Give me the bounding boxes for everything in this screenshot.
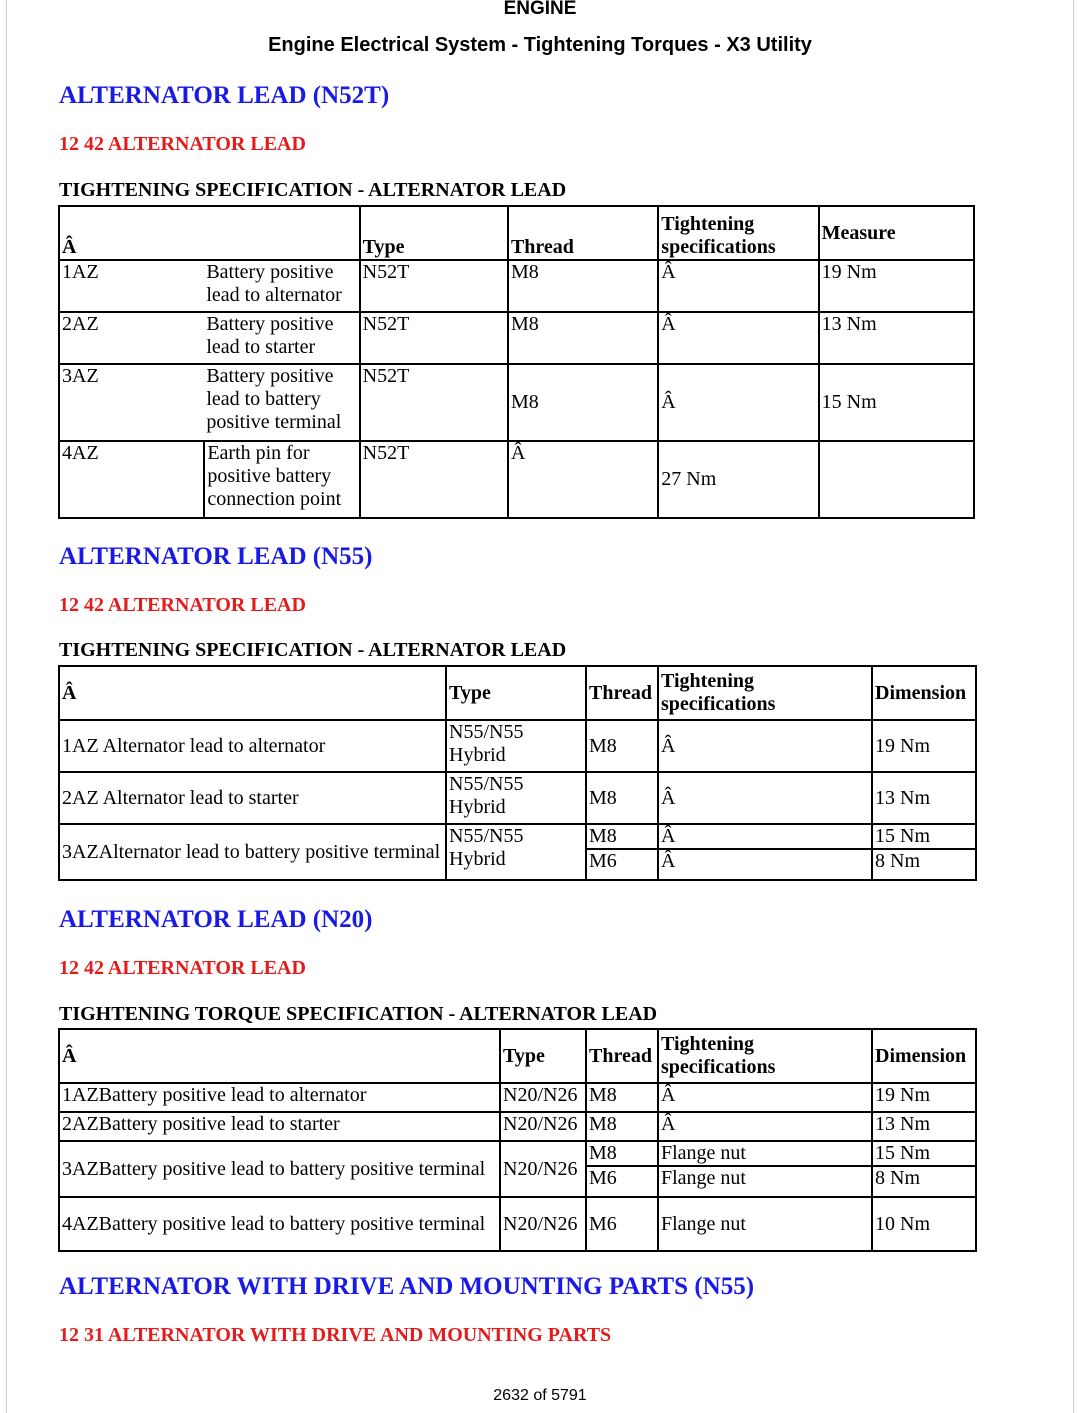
page-number: 2632 of 5791: [493, 1387, 587, 1404]
thread-value: M8: [589, 825, 617, 847]
table-row: [59, 1112, 976, 1141]
row-spec: Â: [658, 1083, 872, 1112]
table-row: [59, 1197, 976, 1251]
row-spec: Â: [658, 312, 818, 364]
row-type: N52T: [360, 260, 508, 312]
row-id-description: [59, 1083, 500, 1112]
table-row: [59, 772, 976, 824]
row-id: 4AZ: [59, 441, 204, 518]
row-id: 2AZ: [59, 312, 204, 364]
row-spec: Â: [658, 720, 872, 772]
row-id: 3AZ: [62, 1157, 99, 1180]
thread-value: M6: [587, 1165, 657, 1190]
row-type: N52T: [360, 441, 508, 518]
row-spec: Flange nut: [658, 1197, 872, 1251]
header-blank: Â: [59, 206, 204, 260]
row-type: N52T: [360, 364, 508, 441]
row-spec: Â: [658, 1112, 872, 1141]
row-id-description: [59, 824, 446, 880]
section-code-title: 12 31 ALTERNATOR WITH DRIVE AND MOUNTING PARTS: [59, 1324, 612, 1346]
row-value: 15 Nm: [819, 364, 974, 441]
spec-table-title: TIGHTENING SPECIFICATION - ALTERNATOR LEAD: [59, 179, 567, 201]
section-title: ALTERNATOR WITH DRIVE AND MOUNTING PARTS (N55): [59, 1273, 755, 1300]
header-spacer: [204, 206, 359, 260]
row-value: 19 Nm: [819, 260, 974, 312]
torque-value: 8 Nm: [873, 1165, 975, 1190]
row-spec: [658, 1141, 872, 1197]
row-thread: M8: [508, 364, 658, 441]
torque-value: 15 Nm: [875, 1142, 930, 1164]
row-description: Alternator lead to starter: [102, 786, 299, 809]
header-thread: Thread: [586, 1029, 658, 1083]
row-spec: Â: [658, 364, 818, 441]
header-type: Type: [360, 206, 508, 260]
row-description: Battery positive lead to starter: [98, 1113, 340, 1135]
row-id: 2AZ: [62, 1113, 99, 1135]
section-code-title: 12 42 ALTERNATOR LEAD: [59, 594, 306, 616]
row-value: 13 Nm: [872, 1112, 976, 1141]
row-value: 10 Nm: [872, 1197, 976, 1251]
row-id: 1AZ: [62, 1084, 99, 1106]
section-title: ALTERNATOR LEAD (N52T): [59, 82, 390, 109]
torque-table-n20: [58, 1028, 977, 1252]
row-spec: Â: [658, 772, 872, 824]
row-thread: M8: [586, 1112, 658, 1141]
row-description: Alternator lead to battery positive terminal: [98, 840, 441, 863]
header-thread: Thread: [586, 666, 658, 720]
header-blank: Â: [59, 1029, 500, 1083]
table-row: [59, 364, 974, 441]
row-spec: Â: [658, 260, 818, 312]
table-row: [59, 1083, 976, 1112]
table-header-row: [59, 206, 974, 260]
header-blank: Â: [59, 666, 446, 720]
row-type: N55/N55 Hybrid: [446, 720, 586, 772]
row-id: 3AZ: [59, 364, 204, 441]
row-id-description: [59, 1197, 500, 1251]
section-title: ALTERNATOR LEAD (N20): [59, 906, 373, 933]
row-id: 4AZ: [62, 1212, 99, 1235]
header-type: Type: [446, 666, 586, 720]
row-description: Battery positive lead to alternator: [98, 1084, 367, 1106]
table-row: [59, 1141, 976, 1197]
spec-value: Â: [659, 848, 871, 873]
torque-table-n52t: [58, 205, 975, 519]
section-title: ALTERNATOR LEAD (N55): [59, 543, 373, 570]
table-row: [59, 441, 974, 518]
row-type: N52T: [360, 312, 508, 364]
row-id-description: [59, 772, 446, 824]
table-row: [59, 312, 974, 364]
header-spec: Tightening specifications: [658, 1029, 872, 1083]
section-code-title: 12 42 ALTERNATOR LEAD: [59, 133, 306, 155]
table-row: [59, 824, 976, 880]
row-value: 13 Nm: [819, 312, 974, 364]
row-type: N55/N55 Hybrid: [446, 824, 586, 880]
row-value: 19 Nm: [872, 1083, 976, 1112]
row-description: Battery positive lead to alternator: [204, 260, 359, 312]
row-thread: M6: [586, 1197, 658, 1251]
section-code-title: 12 42 ALTERNATOR LEAD: [59, 957, 306, 979]
row-thread: M8: [586, 1083, 658, 1112]
row-value: [819, 441, 974, 518]
row-type: N20/N26: [500, 1112, 586, 1141]
row-id: 2AZ: [62, 786, 99, 809]
torque-table-n55: [58, 665, 977, 881]
row-id: 1AZ: [62, 734, 99, 757]
header-subtitle: Engine Electrical System - Tightening Torques - X3 Utility: [268, 34, 812, 56]
row-id: 3AZ: [62, 840, 99, 863]
spec-value: Flange nut: [661, 1142, 746, 1164]
row-value: [872, 1141, 976, 1197]
header-dimension: Dimension: [872, 1029, 976, 1083]
header-spec: Tightening specifications: [658, 666, 872, 720]
row-value: 13 Nm: [872, 772, 976, 824]
row-thread: M8: [508, 260, 658, 312]
row-type: N55/N55 Hybrid: [446, 772, 586, 824]
row-description: Earth pin for positive battery connection point: [204, 441, 359, 518]
spec-table-title: TIGHTENING SPECIFICATION - ALTERNATOR LEAD: [59, 639, 567, 661]
header-section: ENGINE: [503, 0, 577, 19]
spec-value: Â: [661, 825, 676, 847]
spec-table-title: TIGHTENING TORQUE SPECIFICATION - ALTERNATOR LEAD: [59, 1003, 658, 1025]
header-thread: Thread: [508, 206, 658, 260]
row-thread: [586, 824, 658, 880]
table-row: [59, 260, 974, 312]
header-measure: Measure: [819, 206, 974, 260]
torque-value: 8 Nm: [873, 848, 975, 873]
row-type: N20/N26: [500, 1141, 586, 1197]
torque-value: 15 Nm: [875, 825, 930, 847]
thread-value: M8: [589, 1142, 617, 1164]
row-description: Battery positive lead to battery positive terminal: [204, 364, 359, 441]
row-id-description: [59, 1141, 500, 1197]
page-edge-left: [6, 0, 7, 1413]
row-thread: [586, 1141, 658, 1197]
header-spec: Tightening specifications: [658, 206, 818, 260]
table-header-row: [59, 1029, 976, 1083]
row-type: N20/N26: [500, 1197, 586, 1251]
row-value: [872, 824, 976, 880]
header-dimension: Dimension: [872, 666, 976, 720]
row-id: 1AZ: [59, 260, 204, 312]
header-type: Type: [500, 1029, 586, 1083]
row-type: N20/N26: [500, 1083, 586, 1112]
row-id-description: [59, 720, 446, 772]
row-spec: 27 Nm: [658, 441, 818, 518]
row-id-description: [59, 1112, 500, 1141]
row-thread: Â: [508, 441, 658, 518]
row-thread: M8: [586, 720, 658, 772]
row-description: Battery positive lead to battery positive terminal: [98, 1212, 486, 1235]
spec-value: Flange nut: [659, 1165, 871, 1190]
row-thread: M8: [508, 312, 658, 364]
row-description: Battery positive lead to battery positive terminal: [98, 1157, 486, 1180]
row-spec: [658, 824, 872, 880]
row-description: Battery positive lead to starter: [204, 312, 359, 364]
thread-value: M6: [587, 848, 657, 873]
row-value: 19 Nm: [872, 720, 976, 772]
page-edge-right: [1073, 0, 1074, 1413]
row-description: Alternator lead to alternator: [102, 734, 326, 757]
table-row: [59, 720, 976, 772]
row-thread: M8: [586, 772, 658, 824]
table-header-row: [59, 666, 976, 720]
